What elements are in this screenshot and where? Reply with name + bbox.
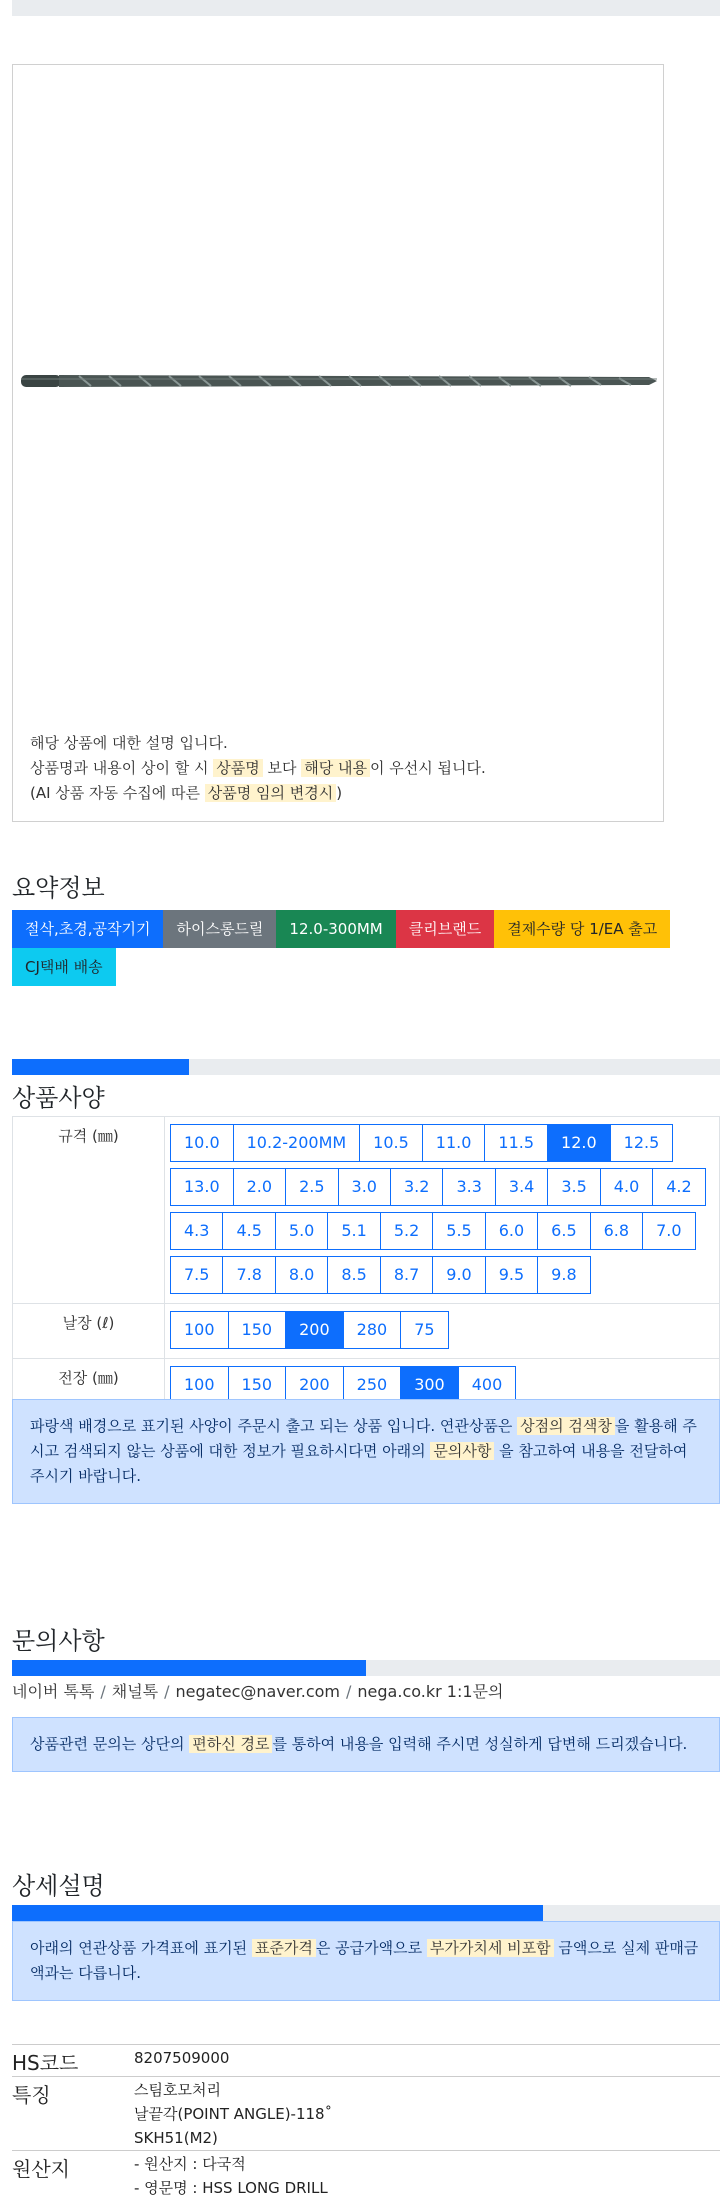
spec-option[interactable]: 5.2 bbox=[380, 1212, 433, 1250]
spec-option[interactable]: 2.5 bbox=[285, 1168, 338, 1206]
summary-badge: 하이스롱드릴 bbox=[163, 910, 276, 948]
specs-title: 상품사양 bbox=[12, 1084, 105, 1112]
spec-option[interactable]: 75 bbox=[400, 1311, 448, 1349]
spec-option[interactable]: 200 bbox=[285, 1366, 344, 1404]
summary-title: 요약정보 bbox=[12, 874, 105, 902]
summary-badge: 절삭,초경,공작기기 bbox=[12, 910, 163, 948]
inquiry-link[interactable]: 네이버 톡톡 bbox=[12, 1682, 95, 1701]
specs-notice bbox=[12, 1399, 720, 1504]
notice-text: 아래의 연관상품 가격표에 표기된 bbox=[30, 1939, 252, 1957]
inquiry-title: 문의사항 bbox=[12, 1627, 105, 1655]
info-value-line: 8207509000 bbox=[134, 2049, 230, 2067]
info-value-line: 스팀호모처리 bbox=[134, 2081, 221, 2099]
spec-option[interactable]: 10.2-200MM bbox=[233, 1124, 361, 1162]
link-separator: / bbox=[100, 1682, 106, 1701]
highlight-text: 표준가격 bbox=[252, 1939, 316, 1957]
inquiry-links bbox=[12, 1679, 503, 1702]
spec-option[interactable]: 7.0 bbox=[642, 1212, 695, 1250]
spec-option[interactable]: 3.5 bbox=[547, 1168, 600, 1206]
inquiry-link[interactable]: nega.co.kr 1:1문의 bbox=[357, 1682, 504, 1701]
spec-option[interactable]: 8.7 bbox=[380, 1256, 433, 1294]
notice-text: 을 참고하여 내용을 전달하여 주시기 바랍니다. bbox=[30, 1442, 688, 1485]
spec-option[interactable]: 3.4 bbox=[495, 1168, 548, 1206]
notice-text: ) bbox=[336, 784, 343, 802]
notice-text: 상품명과 내용이 상이 할 시 bbox=[30, 759, 214, 777]
spec-option[interactable]: 4.5 bbox=[222, 1212, 275, 1250]
highlight-text: 편하신 경로 bbox=[189, 1735, 272, 1753]
spec-option[interactable]: 5.0 bbox=[275, 1212, 328, 1250]
info-value-line: 날끝각(POINT ANGLE)-118˚ bbox=[134, 2105, 333, 2123]
spec-option[interactable]: 4.0 bbox=[600, 1168, 653, 1206]
info-row bbox=[12, 2076, 720, 2150]
spec-option[interactable]: 150 bbox=[228, 1366, 287, 1404]
spec-option[interactable]: 3.3 bbox=[442, 1168, 495, 1206]
link-separator: / bbox=[164, 1682, 170, 1701]
notice-text: 을 활용해 주시고 검색되지 않는 상품에 대한 정보가 필요하시다면 아래의 bbox=[30, 1417, 697, 1460]
inquiry-notice bbox=[12, 1717, 720, 1772]
spec-option[interactable]: 9.0 bbox=[432, 1256, 485, 1294]
spec-option[interactable]: 100 bbox=[170, 1366, 229, 1404]
spec-option[interactable]: 6.5 bbox=[537, 1212, 590, 1250]
product-info-table bbox=[12, 2044, 720, 2200]
top-progress-bar bbox=[12, 0, 720, 16]
spec-option[interactable]: 2.0 bbox=[233, 1168, 286, 1206]
spec-option[interactable]: 250 bbox=[343, 1366, 402, 1404]
spec-option-selected[interactable]: 200 bbox=[285, 1311, 344, 1349]
description-line bbox=[30, 781, 486, 806]
notice-text: 해당 상품에 대한 설명 입니다. bbox=[30, 734, 228, 752]
detail-progress bbox=[12, 1905, 720, 1921]
spec-option[interactable]: 400 bbox=[458, 1366, 517, 1404]
summary-badges bbox=[12, 910, 712, 986]
spec-option[interactable]: 9.5 bbox=[485, 1256, 538, 1294]
info-key: HS코드 bbox=[12, 2051, 79, 2075]
highlight-text: 상점의 검색창 bbox=[517, 1417, 615, 1435]
spec-option[interactable]: 5.1 bbox=[327, 1212, 380, 1250]
highlight-text: 상품명 임의 변경시 bbox=[205, 784, 336, 802]
info-value bbox=[134, 2045, 720, 2076]
notice-text: 은 공급가액으로 bbox=[315, 1939, 427, 1957]
info-value bbox=[134, 2151, 720, 2200]
spec-option[interactable]: 10.5 bbox=[359, 1124, 423, 1162]
spec-option[interactable]: 4.2 bbox=[652, 1168, 705, 1206]
info-value-line: - 원산지 : 다국적 bbox=[134, 2155, 246, 2173]
spec-option[interactable]: 7.8 bbox=[222, 1256, 275, 1294]
spec-option[interactable]: 11.0 bbox=[422, 1124, 486, 1162]
notice-text: 파랑색 배경으로 표기된 사양이 주문시 출고 되는 상품 입니다. 연관상품은 bbox=[30, 1417, 518, 1435]
inquiry-link[interactable]: negatec@naver.com bbox=[175, 1682, 341, 1701]
description-line bbox=[30, 731, 486, 756]
info-row bbox=[12, 2044, 720, 2076]
spec-option[interactable]: 11.5 bbox=[484, 1124, 548, 1162]
highlight-text: 문의사항 bbox=[430, 1442, 494, 1460]
notice-text: (AI 상품 자동 수집에 따른 bbox=[30, 784, 205, 802]
highlight-text: 상품명 bbox=[213, 759, 262, 777]
info-row bbox=[12, 2150, 720, 2200]
spec-options bbox=[165, 1304, 720, 1358]
notice-text: 를 통하여 내용을 입력해 주시면 성실하게 답변해 드리겠습니다. bbox=[272, 1735, 688, 1753]
notice-text: 상품관련 문의는 상단의 bbox=[30, 1735, 190, 1753]
product-image-panel bbox=[12, 64, 664, 822]
detail-title: 상세설명 bbox=[12, 1872, 105, 1900]
product-description bbox=[30, 731, 486, 806]
highlight-text: 해당 내용 bbox=[301, 759, 370, 777]
link-separator: / bbox=[346, 1682, 352, 1701]
spec-option[interactable]: 280 bbox=[343, 1311, 402, 1349]
spec-option[interactable]: 12.5 bbox=[610, 1124, 674, 1162]
detail-notice bbox=[12, 1921, 720, 2001]
info-value-line: - 영문명 : HSS LONG DRILL bbox=[134, 2179, 328, 2197]
highlight-text: 부가가치세 비포함 bbox=[427, 1939, 554, 1957]
spec-option[interactable]: 13.0 bbox=[170, 1168, 234, 1206]
spec-options bbox=[165, 1117, 720, 1303]
summary-badge: 12.0-300MM bbox=[276, 910, 395, 948]
spec-option-selected[interactable]: 12.0 bbox=[547, 1124, 611, 1162]
spec-option[interactable]: 6.8 bbox=[590, 1212, 643, 1250]
spec-option[interactable]: 5.5 bbox=[432, 1212, 485, 1250]
spec-option[interactable]: 9.8 bbox=[537, 1256, 590, 1294]
specs-progress bbox=[12, 1059, 720, 1075]
summary-badge: CJ택배 배송 bbox=[12, 948, 116, 986]
spec-table bbox=[12, 1116, 720, 1414]
spec-label: 날장 (ℓ) bbox=[12, 1304, 165, 1358]
inquiry-progress bbox=[12, 1660, 720, 1676]
spec-row bbox=[12, 1117, 720, 1304]
spec-label: 전장 (㎜) bbox=[12, 1359, 165, 1413]
spec-option[interactable]: 100 bbox=[170, 1311, 229, 1349]
inquiry-link[interactable]: 채널톡 bbox=[111, 1682, 159, 1701]
spec-option[interactable]: 3.2 bbox=[390, 1168, 443, 1206]
spec-option[interactable]: 8.0 bbox=[275, 1256, 328, 1294]
spec-label: 규격 (㎜) bbox=[12, 1117, 165, 1303]
spec-option-selected[interactable]: 300 bbox=[400, 1366, 459, 1404]
notice-text: 금액으로 실제 판매금액과는 다릅니다. bbox=[30, 1939, 699, 1982]
spec-option[interactable]: 150 bbox=[228, 1311, 287, 1349]
spec-option[interactable]: 4.3 bbox=[170, 1212, 223, 1250]
spec-row bbox=[12, 1304, 720, 1359]
spec-option[interactable]: 6.0 bbox=[485, 1212, 538, 1250]
spec-option[interactable]: 3.0 bbox=[338, 1168, 391, 1206]
info-key: 특징 bbox=[12, 2083, 51, 2107]
spec-option[interactable]: 7.5 bbox=[170, 1256, 223, 1294]
summary-badge: 결제수량 당 1/EA 출고 bbox=[494, 910, 670, 948]
spec-option[interactable]: 8.5 bbox=[327, 1256, 380, 1294]
info-value bbox=[134, 2077, 720, 2150]
long-drill-image bbox=[19, 369, 659, 393]
spec-option[interactable]: 10.0 bbox=[170, 1124, 234, 1162]
description-line bbox=[30, 756, 486, 781]
info-key: 원산지 bbox=[12, 2157, 70, 2181]
summary-badge: 클리브랜드 bbox=[396, 910, 494, 948]
info-value-line: SKH51(M2) bbox=[134, 2129, 218, 2147]
notice-text: 이 우선시 됩니다. bbox=[369, 759, 486, 777]
notice-text: 보다 bbox=[262, 759, 302, 777]
